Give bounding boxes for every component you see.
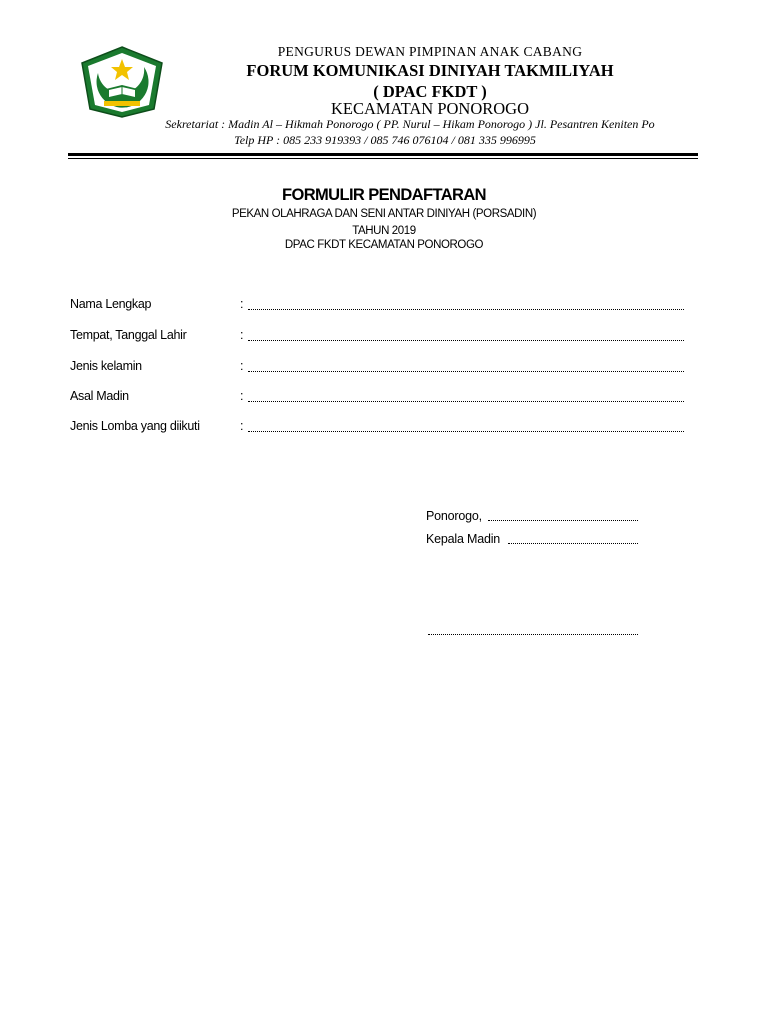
letterhead-rule-thin [68,158,698,159]
signature-head-label: Kepala Madin [426,532,501,546]
field-colon: : [240,359,244,373]
field-origin-madin [70,389,690,407]
field-label: Jenis Lomba yang diikuti [70,419,200,433]
letterhead-line-1: PENGURUS DEWAN PIMPINAN ANAK CABANG [277,44,583,59]
field-label: Jenis kelamin [70,359,142,373]
signature-place-label: Ponorogo, [426,509,482,523]
letterhead-phone: Telp HP : 085 233 919393 / 085 746 076104 / 081 335 996995 [234,133,536,147]
field-label: Tempat, Tanggal Lahir [70,328,187,342]
field-fill-line[interactable] [248,340,684,341]
field-colon: : [240,419,244,433]
field-gender [70,359,690,377]
form-subtitle-organizer: DPAC FKDT KECAMATAN PONOROGO [284,239,484,251]
letterhead-rule-thick [68,153,698,156]
signature-date-line[interactable] [488,519,638,521]
field-fill-line[interactable] [248,401,684,402]
field-colon: : [240,328,244,342]
form-title: FORMULIR PENDAFTARAN [281,186,486,204]
field-label: Asal Madin [70,389,129,403]
field-birth-place-date [70,328,690,346]
form-subtitle-year: TAHUN 2019 [352,225,416,237]
form-subtitle-event: PEKAN OLAHRAGA DAN SENI ANTAR DINIYAH (PORSADIN) [231,208,537,220]
field-competition-type [70,419,690,437]
signature-head-name-line[interactable] [508,542,638,544]
field-colon: : [240,389,244,403]
field-fill-line[interactable] [248,431,684,432]
field-label: Nama Lengkap [70,297,152,311]
field-colon: : [240,297,244,311]
signature-line[interactable] [428,633,638,635]
field-full-name [70,297,690,315]
field-fill-line[interactable] [248,371,684,372]
letterhead-organization-name: FORUM KOMUNIKASI DINIYAH TAKMILIYAH [246,61,614,80]
letterhead-abbreviation: ( DPAC FKDT ) [373,82,487,101]
letterhead-address: Sekretariat : Madin Al – Hikmah Ponorogo ( PP. Nurul – Hikam Ponorogo ) Jl. Pesantren Keniten Po [165,117,655,131]
organization-emblem-icon [78,45,166,119]
letterhead-district: KECAMATAN PONOROGO [330,99,530,118]
field-fill-line[interactable] [248,309,684,310]
